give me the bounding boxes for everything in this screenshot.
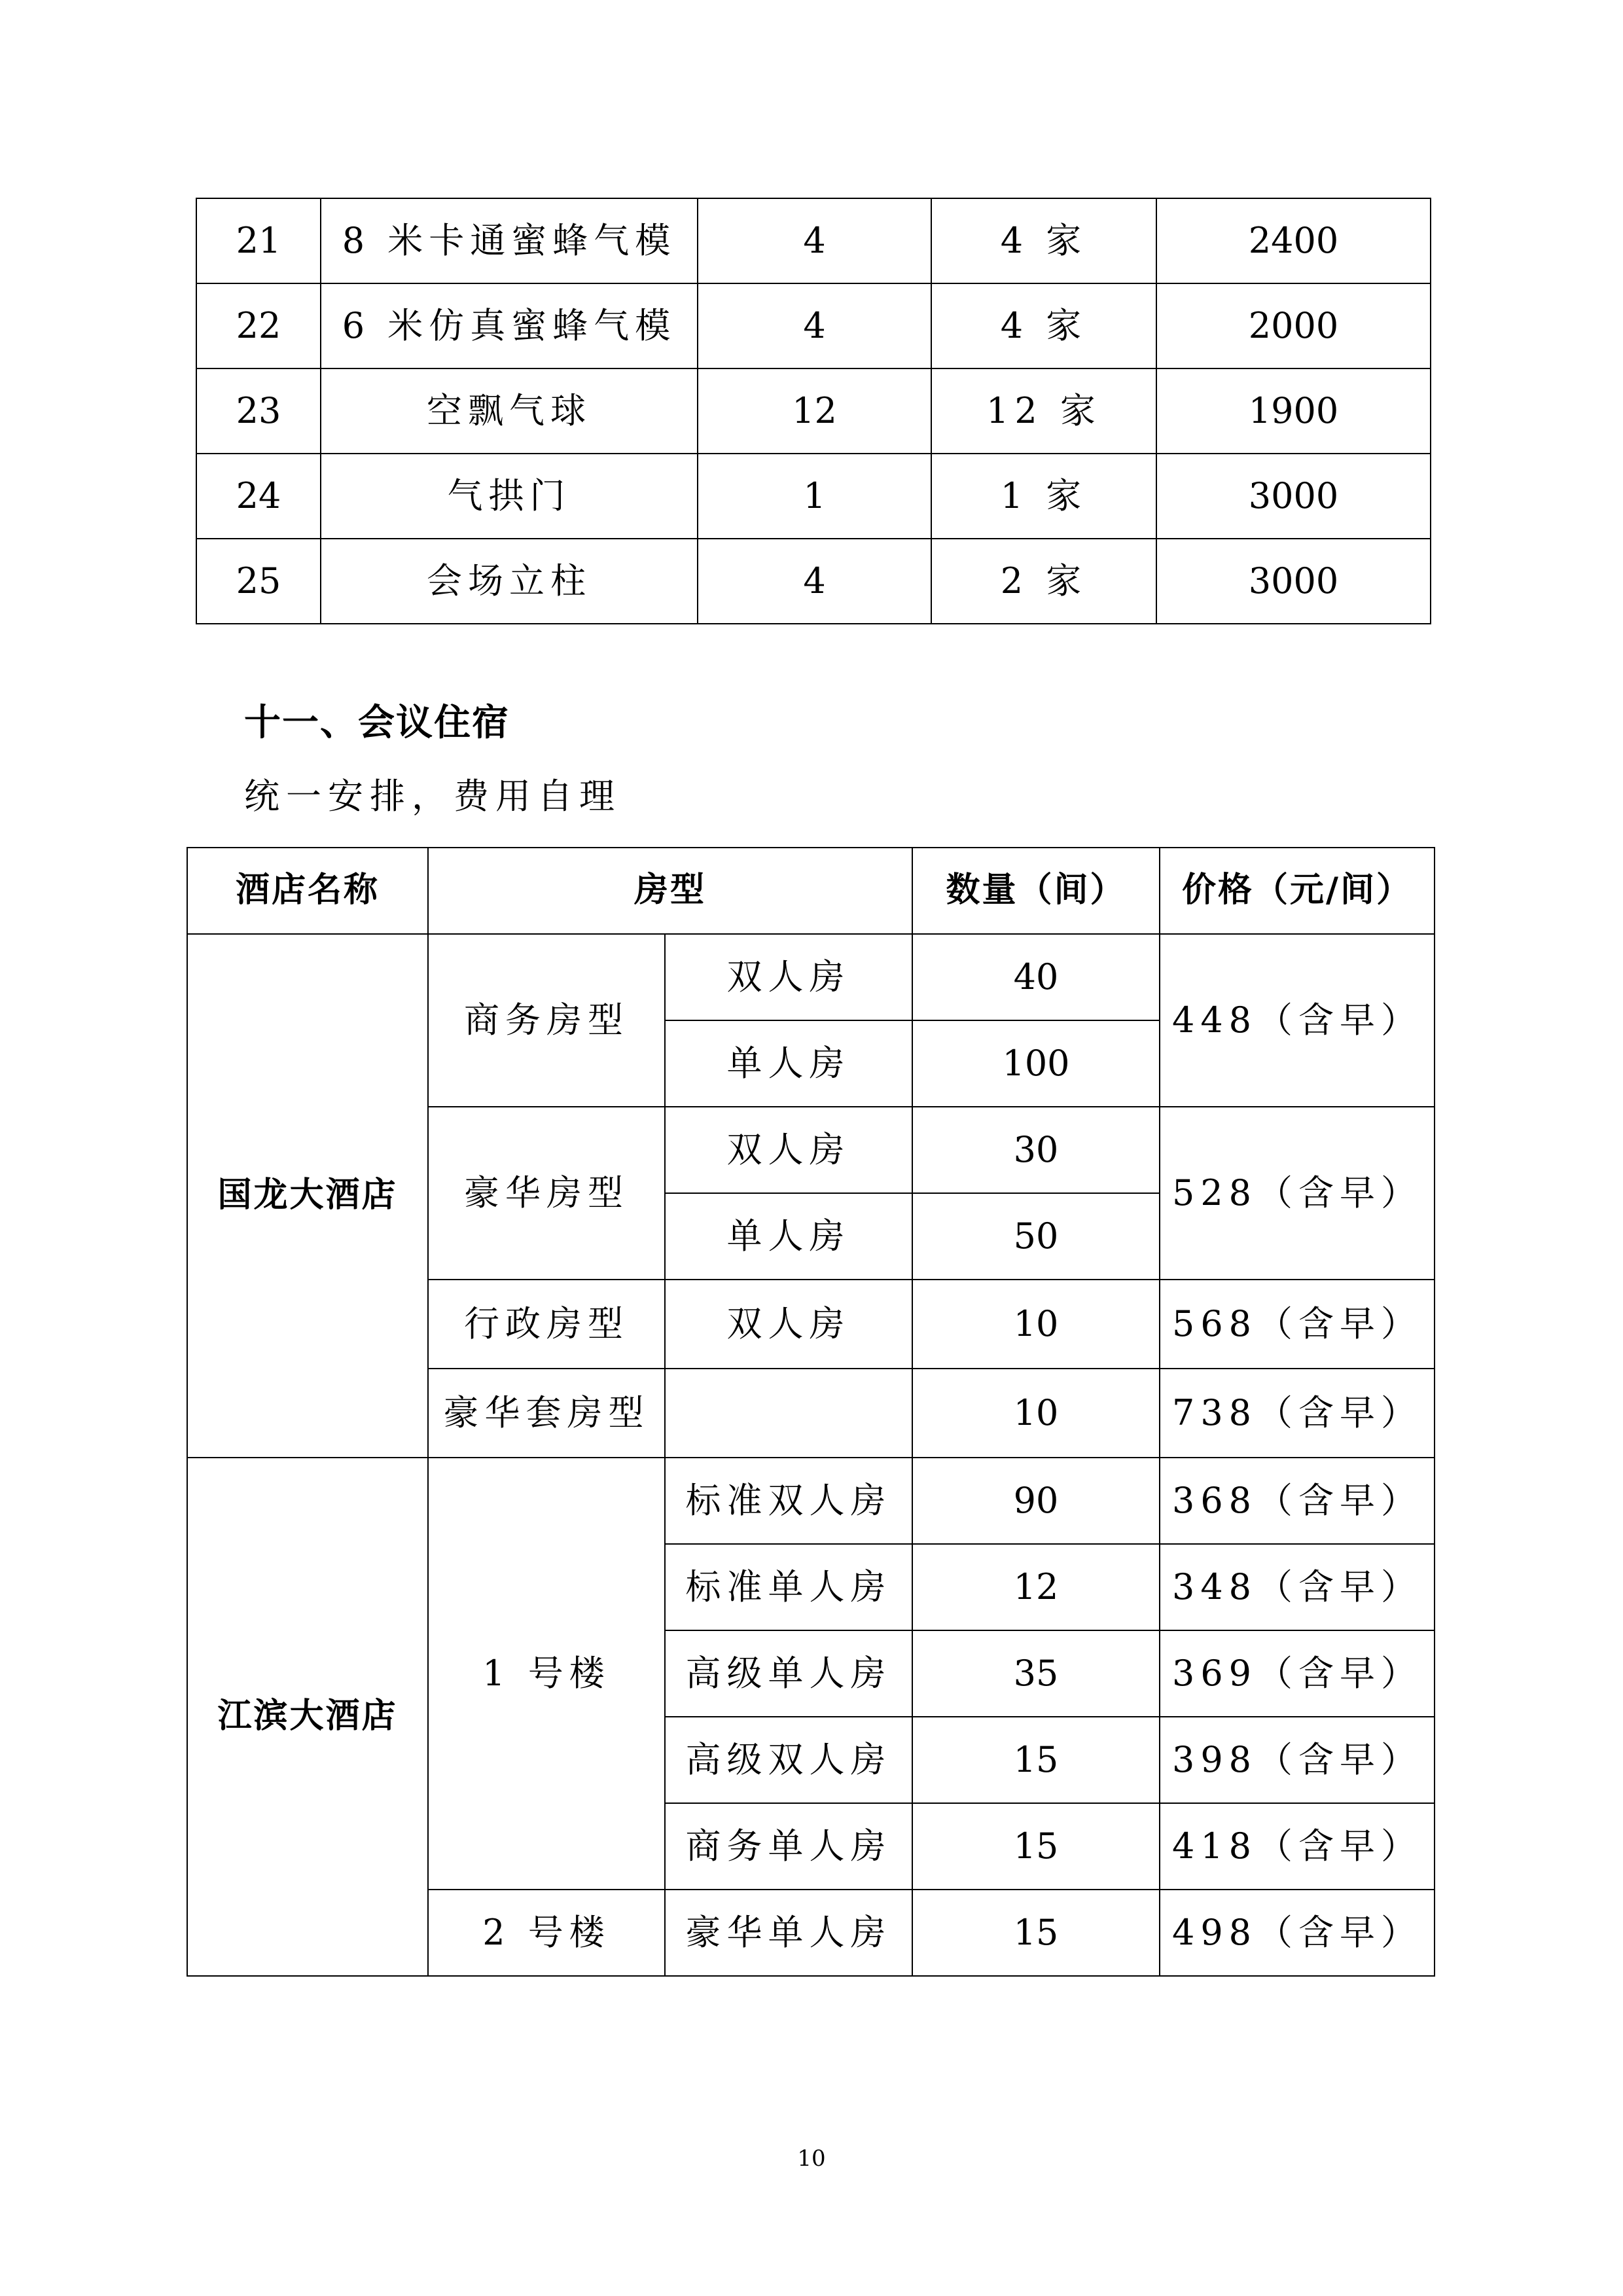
header-price: 价格（元/间） bbox=[1160, 848, 1435, 934]
table-row bbox=[196, 454, 1431, 539]
room-type: 商务单人房 bbox=[665, 1803, 912, 1890]
room-price: 418（含早） bbox=[1160, 1803, 1435, 1890]
row-number: 25 bbox=[196, 539, 321, 624]
table-row bbox=[196, 539, 1431, 624]
item-amount: 1900 bbox=[1156, 368, 1431, 454]
item-quantity: 1 bbox=[698, 454, 931, 539]
room-type: 标准单人房 bbox=[665, 1544, 912, 1630]
section-note: 统一安排，费用自理 bbox=[244, 776, 621, 817]
room-price: 398（含早） bbox=[1160, 1717, 1435, 1803]
hotel-table bbox=[187, 847, 1435, 1977]
page-number: 10 bbox=[797, 2145, 826, 2172]
room-quantity: 90 bbox=[912, 1458, 1160, 1544]
room-quantity: 50 bbox=[912, 1193, 1160, 1280]
table-row bbox=[196, 283, 1431, 368]
room-price: 528（含早） bbox=[1160, 1107, 1435, 1280]
item-amount: 3000 bbox=[1156, 539, 1431, 624]
item-families: 4 家 bbox=[931, 283, 1156, 368]
room-quantity: 15 bbox=[912, 1803, 1160, 1890]
item-name: 6 米仿真蜜蜂气模 bbox=[321, 283, 698, 368]
item-amount: 2000 bbox=[1156, 283, 1431, 368]
room-quantity: 15 bbox=[912, 1717, 1160, 1803]
room-price: 348（含早） bbox=[1160, 1544, 1435, 1630]
row-number: 23 bbox=[196, 368, 321, 454]
table-header-row bbox=[187, 848, 1435, 934]
room-quantity: 35 bbox=[912, 1630, 1160, 1717]
room-price: 498（含早） bbox=[1160, 1890, 1435, 1976]
room-quantity: 10 bbox=[912, 1369, 1160, 1458]
item-families: 2 家 bbox=[931, 539, 1156, 624]
row-number: 21 bbox=[196, 198, 321, 283]
room-price: 368（含早） bbox=[1160, 1458, 1435, 1544]
item-families: 4 家 bbox=[931, 198, 1156, 283]
table-row bbox=[187, 934, 1435, 1020]
room-quantity: 30 bbox=[912, 1107, 1160, 1193]
room-type: 双人房 bbox=[665, 1280, 912, 1369]
row-number: 22 bbox=[196, 283, 321, 368]
items-table bbox=[196, 198, 1431, 624]
room-type: 单人房 bbox=[665, 1020, 912, 1107]
room-type: 双人房 bbox=[665, 934, 912, 1020]
room-category: 豪华套房型 bbox=[428, 1369, 665, 1458]
header-quantity: 数量（间） bbox=[912, 848, 1160, 934]
item-families: 12 家 bbox=[931, 368, 1156, 454]
room-category: 2 号楼 bbox=[428, 1890, 665, 1976]
item-amount: 2400 bbox=[1156, 198, 1431, 283]
table-row bbox=[196, 198, 1431, 283]
room-category: 行政房型 bbox=[428, 1280, 665, 1369]
header-hotel-name: 酒店名称 bbox=[187, 848, 428, 934]
room-type: 豪华单人房 bbox=[665, 1890, 912, 1976]
room-quantity: 12 bbox=[912, 1544, 1160, 1630]
room-category: 商务房型 bbox=[428, 934, 665, 1107]
hotel-name: 江滨大酒店 bbox=[187, 1458, 428, 1976]
room-quantity: 10 bbox=[912, 1280, 1160, 1369]
item-quantity: 12 bbox=[698, 368, 931, 454]
room-type: 双人房 bbox=[665, 1107, 912, 1193]
header-room-type: 房型 bbox=[428, 848, 912, 934]
hotel-name: 国龙大酒店 bbox=[187, 934, 428, 1458]
room-quantity: 100 bbox=[912, 1020, 1160, 1107]
room-price: 568（含早） bbox=[1160, 1280, 1435, 1369]
room-price: 369（含早） bbox=[1160, 1630, 1435, 1717]
room-quantity: 40 bbox=[912, 934, 1160, 1020]
room-type bbox=[665, 1369, 912, 1458]
room-price: 448（含早） bbox=[1160, 934, 1435, 1107]
table-row bbox=[196, 368, 1431, 454]
room-type: 高级双人房 bbox=[665, 1717, 912, 1803]
room-category: 豪华房型 bbox=[428, 1107, 665, 1280]
item-quantity: 4 bbox=[698, 539, 931, 624]
room-price: 738（含早） bbox=[1160, 1369, 1435, 1458]
item-name: 会场立柱 bbox=[321, 539, 698, 624]
room-type: 高级单人房 bbox=[665, 1630, 912, 1717]
section-heading: 十一、会议住宿 bbox=[244, 702, 510, 744]
item-quantity: 4 bbox=[698, 283, 931, 368]
room-quantity: 15 bbox=[912, 1890, 1160, 1976]
room-type: 单人房 bbox=[665, 1193, 912, 1280]
item-name: 气拱门 bbox=[321, 454, 698, 539]
room-type: 标准双人房 bbox=[665, 1458, 912, 1544]
table-row bbox=[187, 1458, 1435, 1544]
room-category: 1 号楼 bbox=[428, 1458, 665, 1890]
item-quantity: 4 bbox=[698, 198, 931, 283]
item-name: 空飘气球 bbox=[321, 368, 698, 454]
item-amount: 3000 bbox=[1156, 454, 1431, 539]
row-number: 24 bbox=[196, 454, 321, 539]
item-name: 8 米卡通蜜蜂气模 bbox=[321, 198, 698, 283]
item-families: 1 家 bbox=[931, 454, 1156, 539]
